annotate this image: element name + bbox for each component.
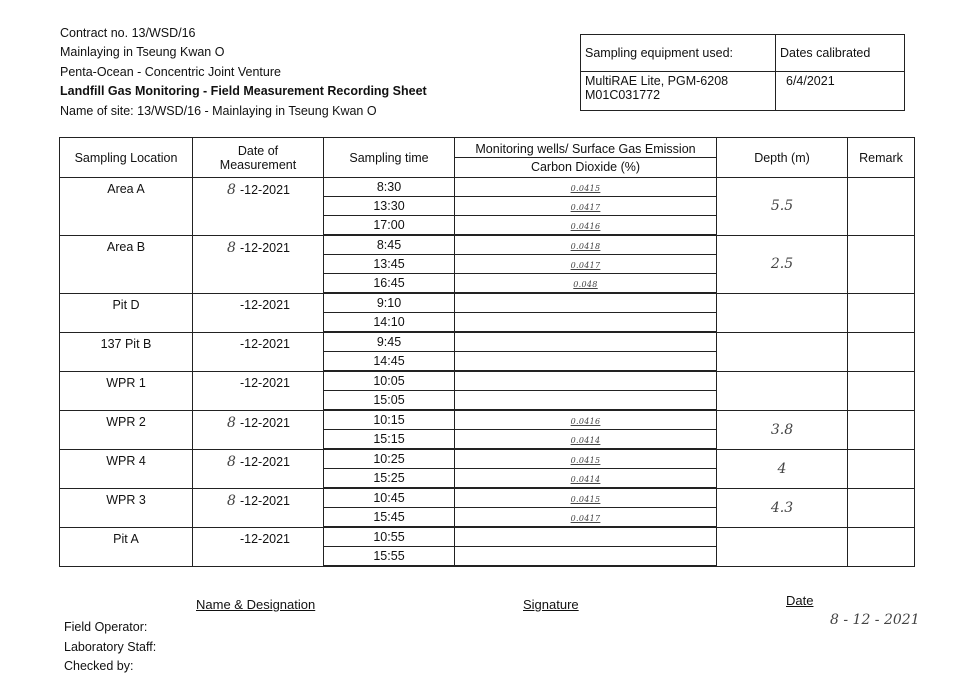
sampling-time-cell: 15:15 (324, 430, 455, 450)
co2-value: 0.0416 (570, 417, 601, 426)
co2-value: 0.0414 (570, 475, 601, 484)
equipment-header: Sampling equipment used: (581, 35, 776, 72)
date-suffix: -12-2021 (239, 375, 291, 390)
location-cell: WPR 2 (60, 410, 193, 449)
co2-cell (455, 547, 717, 567)
remark-cell (848, 371, 915, 410)
depth-cell (717, 293, 848, 332)
co2-cell (455, 527, 717, 547)
sampling-time-cell: 10:45 (324, 488, 455, 508)
sampling-time-cell: 15:55 (324, 547, 455, 567)
remark-cell (848, 527, 915, 566)
sampling-time-cell: 14:45 (324, 352, 455, 372)
footer-date-value: 8 - 12 - 2021 (830, 612, 920, 628)
checked-by-label: Checked by: (64, 659, 134, 673)
co2-cell (455, 449, 717, 469)
date-cell (193, 293, 324, 332)
co2-value: 0.0415 (570, 495, 601, 504)
sampling-time-cell: 14:10 (324, 313, 455, 333)
co2-value: 0.0415 (570, 456, 601, 465)
handwritten-day: 8 (227, 492, 236, 509)
contractor-name: Penta-Ocean - Concentric Joint Venture (60, 65, 281, 79)
depth-cell (717, 235, 848, 293)
co2-cell (455, 430, 717, 450)
name-designation-label: Name & Designation (196, 597, 316, 612)
co2-cell (455, 235, 717, 255)
contract-number: Contract no. 13/WSD/16 (60, 26, 196, 40)
sampling-time-cell: 8:30 (324, 178, 455, 197)
date-cell (193, 371, 324, 410)
col-co2-line1: Monitoring wells/ Surface Gas Emission (455, 142, 716, 158)
remark-cell (848, 293, 915, 332)
depth-cell (717, 410, 848, 449)
co2-value: 0.0414 (570, 436, 601, 445)
col-co2 (455, 138, 717, 178)
depth-cell (717, 527, 848, 566)
co2-value: 0.0417 (570, 514, 601, 523)
co2-value: 0.048 (573, 280, 598, 289)
date-cell (193, 449, 324, 488)
calibrated-value: 6/4/2021 (776, 72, 905, 111)
table-row (60, 488, 915, 508)
date-cell (193, 235, 324, 293)
co2-value: 0.0417 (570, 203, 601, 212)
depth-cell (717, 371, 848, 410)
remark-cell (848, 178, 915, 236)
co2-value: 0.0418 (570, 242, 601, 251)
date-cell (193, 178, 324, 236)
sampling-time-cell: 9:45 (324, 332, 455, 352)
depth-cell (717, 449, 848, 488)
sampling-time-cell: 8:45 (324, 235, 455, 255)
co2-cell (455, 197, 717, 216)
date-suffix: -12-2021 (239, 415, 291, 430)
remark-cell (848, 235, 915, 293)
table-row (60, 293, 915, 313)
lab-staff-label: Laboratory Staff: (64, 640, 157, 654)
sampling-time-cell: 10:05 (324, 371, 455, 391)
handwritten-day: 8 (227, 182, 236, 198)
sampling-time-cell: 10:55 (324, 527, 455, 547)
col-location: Sampling Location (60, 138, 193, 178)
project-name: Mainlaying in Tseung Kwan O (60, 45, 225, 59)
date-suffix: -12-2021 (239, 183, 291, 197)
site-name: Name of site: 13/WSD/16 - Mainlaying in Tseung Kwan O (60, 104, 377, 118)
co2-cell (455, 352, 717, 372)
table-row (60, 410, 915, 430)
sampling-time-cell: 17:00 (324, 216, 455, 236)
sampling-time-cell: 13:45 (324, 255, 455, 274)
col-time: Sampling time (324, 138, 455, 178)
field-operator-label: Field Operator: (64, 620, 148, 634)
equipment-table (580, 34, 905, 111)
table-row (60, 178, 915, 197)
co2-cell (455, 332, 717, 352)
co2-cell (455, 469, 717, 489)
handwritten-day: 8 (227, 239, 236, 256)
remark-cell (848, 332, 915, 371)
depth-value: 3.8 (770, 421, 794, 438)
co2-cell (455, 293, 717, 313)
co2-cell (455, 274, 717, 294)
location-cell: Area A (60, 178, 193, 236)
date-suffix: -12-2021 (239, 531, 291, 546)
co2-cell (455, 313, 717, 333)
co2-cell (455, 410, 717, 430)
equipment-serial: M01C031772 (585, 88, 661, 102)
calibrated-header: Dates calibrated (776, 35, 905, 72)
remark-cell (848, 488, 915, 527)
handwritten-day: 8 (227, 414, 236, 431)
location-cell: Pit A (60, 527, 193, 566)
handwritten-day: 8 (227, 453, 236, 470)
date-cell (193, 527, 324, 566)
location-cell: 137 Pit B (60, 332, 193, 371)
sheet-title: Landfill Gas Monitoring - Field Measurement Recording Sheet (60, 84, 427, 98)
col-remark: Remark (848, 138, 915, 178)
sampling-time-cell: 16:45 (324, 274, 455, 294)
remark-cell (848, 449, 915, 488)
depth-cell (717, 332, 848, 371)
co2-value: 0.0416 (570, 222, 601, 231)
table-row (60, 371, 915, 391)
equipment-model: MultiRAE Lite, PGM-6208 (585, 74, 729, 88)
date-suffix: -12-2021 (239, 297, 291, 312)
date-suffix: -12-2021 (239, 336, 291, 351)
co2-value: 0.0415 (570, 184, 601, 193)
co2-value: 0.0417 (570, 261, 601, 270)
table-row (60, 527, 915, 547)
col-date (193, 138, 324, 178)
table-row (60, 332, 915, 352)
col-date-line2: Measurement (219, 157, 297, 172)
remark-cell (848, 410, 915, 449)
date-suffix: -12-2021 (239, 454, 291, 469)
sampling-time-cell: 15:45 (324, 508, 455, 528)
depth-value: 4 (777, 460, 787, 477)
location-cell: Area B (60, 235, 193, 293)
table-row (60, 235, 915, 255)
equipment-value (581, 72, 776, 111)
co2-cell (455, 488, 717, 508)
co2-cell (455, 216, 717, 236)
depth-value: 4.3 (770, 499, 794, 516)
co2-cell (455, 371, 717, 391)
col-co2-line2: Carbon Dioxide (%) (530, 159, 641, 174)
col-depth: Depth (m) (717, 138, 848, 178)
date-suffix: -12-2021 (239, 493, 291, 508)
location-cell: WPR 4 (60, 449, 193, 488)
date-cell (193, 488, 324, 527)
depth-cell (717, 488, 848, 527)
co2-cell (455, 508, 717, 528)
col-date-line1: Date of (237, 143, 279, 158)
depth-value: 5.5 (770, 198, 794, 215)
location-cell: Pit D (60, 293, 193, 332)
sampling-time-cell: 10:15 (324, 410, 455, 430)
sampling-time-cell: 15:05 (324, 391, 455, 411)
depth-value: 2.5 (770, 256, 794, 272)
sampling-time-cell: 10:25 (324, 449, 455, 469)
depth-cell (717, 178, 848, 236)
sampling-time-cell: 9:10 (324, 293, 455, 313)
location-cell: WPR 3 (60, 488, 193, 527)
sampling-time-cell: 15:25 (324, 469, 455, 489)
co2-cell (455, 255, 717, 274)
date-suffix: -12-2021 (239, 240, 291, 255)
table-row (60, 449, 915, 469)
co2-cell (455, 178, 717, 197)
signature-label: Signature (523, 597, 579, 612)
location-cell: WPR 1 (60, 371, 193, 410)
measurement-table (59, 137, 915, 567)
date-cell (193, 410, 324, 449)
co2-cell (455, 391, 717, 411)
sampling-time-cell: 13:30 (324, 197, 455, 216)
date-cell (193, 332, 324, 371)
date-label: Date (786, 593, 814, 608)
